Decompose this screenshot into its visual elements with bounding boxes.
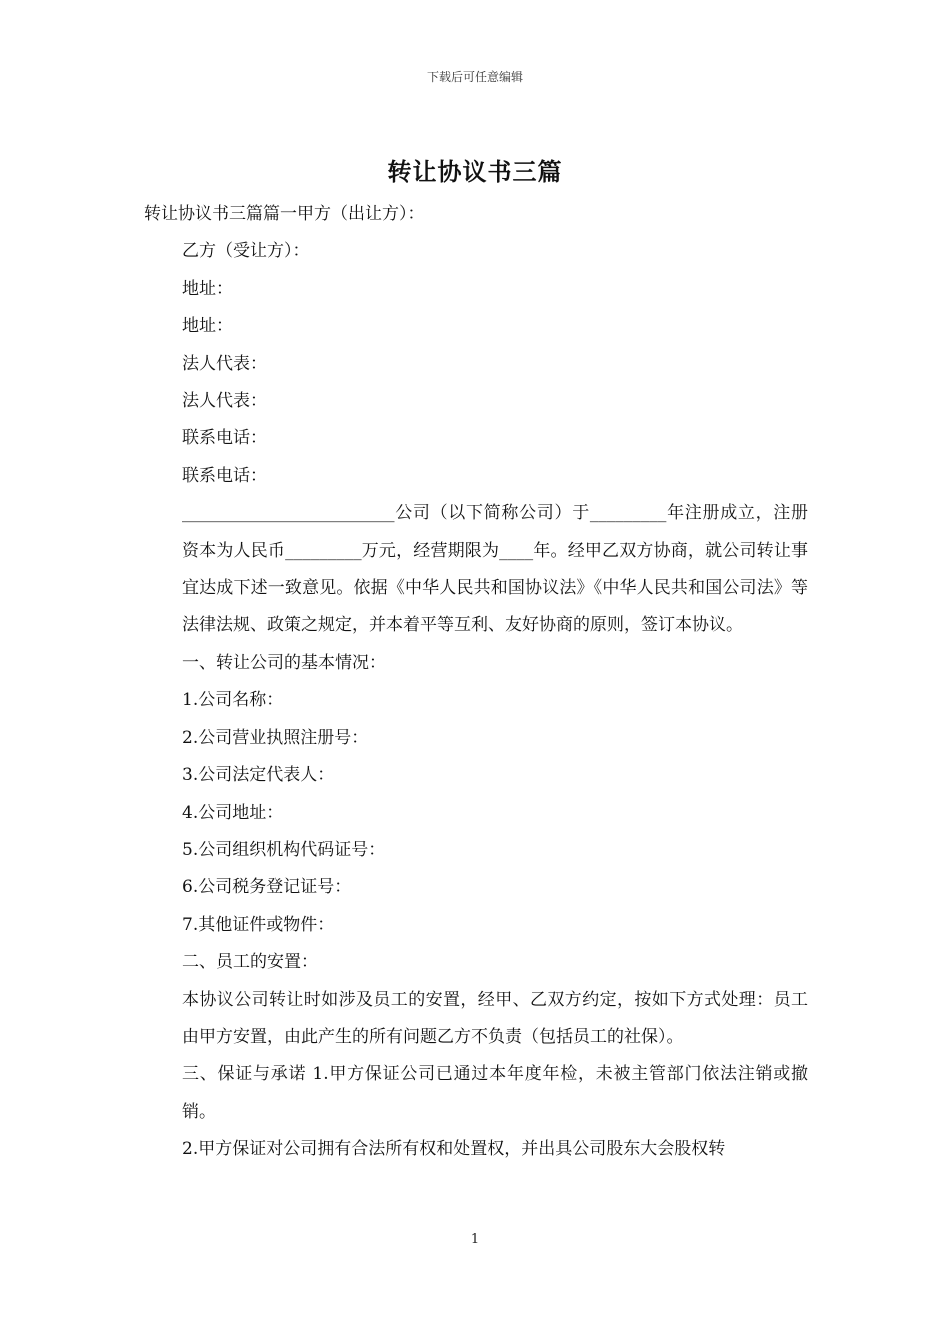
list-item-company-name: 1.公司名称： (182, 690, 284, 711)
document-body (144, 196, 808, 1169)
paragraph-legal-rep-b: 法人代表： (182, 391, 267, 412)
paragraph-party-b: 乙方（受让方）： (182, 241, 310, 262)
paragraph-phone-b: 联系电话： (182, 465, 267, 486)
section-heading-basic-info: 一、转让公司的基本情况： (182, 652, 386, 673)
list-item-other-documents: 7.其他证件或物件： (182, 914, 335, 935)
paragraph-legal-rep-a: 法人代表： (182, 353, 267, 374)
section-heading-staff: 二、员工的安置： (182, 952, 318, 973)
list-item-legal-representative: 3.公司法定代表人： (182, 765, 335, 786)
list-item-org-code: 5.公司组织机构代码证号： (182, 839, 386, 860)
page-number: 1 (470, 1232, 480, 1247)
paragraph-phone-a: 联系电话： (182, 428, 267, 449)
paragraph-address-a: 地址： (182, 278, 233, 299)
paragraph-party-a: 转让协议书三篇篇一甲方（出让方）： (144, 204, 425, 224)
list-item-tax-registration: 6.公司税务登记证号： (182, 877, 352, 898)
paragraph-guarantee-1: 三、保证与承诺 1.甲方保证公司已通过本年度年检，未被主管部门依法注销或撤销。 (182, 1064, 808, 1122)
document-title: 转让协议书三篇 (387, 157, 563, 186)
list-item-license-number: 2.公司营业执照注册号： (182, 727, 369, 748)
list-item-company-address: 4.公司地址： (182, 802, 284, 823)
paragraph-guarantee-2: 2.甲方保证对公司拥有合法所有权和处置权，并出具公司股东大会股权转 (182, 1139, 726, 1160)
paragraph-intro: _________________________公司（以下简称公司）于_________年注册成立，注册资本为人民币_________万元，经营期限为____年。经甲乙双方协商，就公司转让事宜达成下述一致意见。依据《中华人民共和国协议法》《中华人民共和国公司法》等法律法规、政策之规定，并本着平等互利、友好协商的原则，签订本协议。 (182, 503, 808, 636)
page-header: 下载后可任意编辑 (426, 70, 523, 84)
paragraph-address-b: 地址： (182, 316, 233, 337)
paragraph-staff-arrangement: 本协议公司转让时如涉及员工的安置，经甲、乙双方约定，按如下方式处理：员工由甲方安置，由此产生的所有问题乙方不负责（包括员工的社保）。 (182, 989, 808, 1047)
